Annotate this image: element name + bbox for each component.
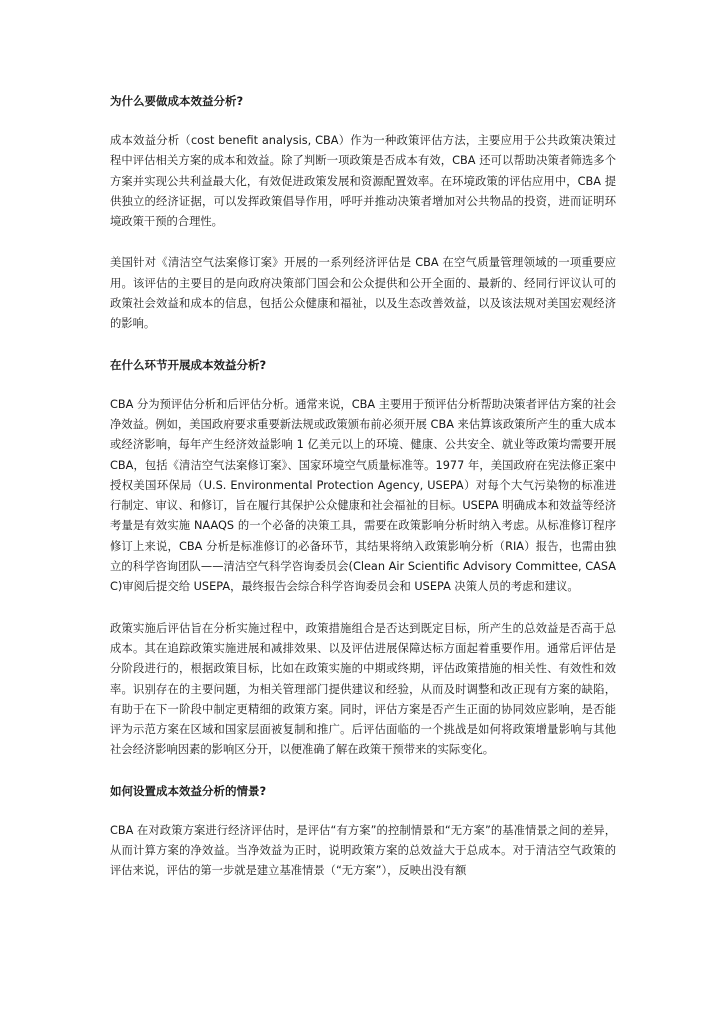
document-page [110,92,616,903]
section-heading-when-cba: 在什么环节开展成本效益分析? [110,357,267,372]
paragraph-cba-definition: 成本效益分析（cost benefit analysis, CBA）作为一种政策评估方法，主要应用于公共政策决策过程中评估相关方案的成本和效益。除了判断一项政策是否成本有效，CBA 还可以帮助决策者筛选多个方案并实现公共利益最大化，有效促进政策发展和资源配置效率。在环境政策的评估应用中，CBA 提供独立的经济证据，可以发挥政策倡导作用，呼吁并推动决策者增加对公共物品的投资，进而证明环境政策干预的合理性。 [110,134,616,229]
section-heading-scenario-setup: 如何设置成本效益分析的情景? [110,783,267,798]
section-heading-why-cba: 为什么要做成本效益分析? [110,94,244,108]
paragraph-pre-evaluation: CBA 分为预评估分析和后评估分析。通常来说，CBA 主要用于预评估分析帮助决策者评估方案的社会净效益。例如，美国政府要求重要新法规或政策颁布前必须开展 CBA 来估算该政策所产生的重大成本或经济影响，每年产生经济效益影响 1 亿美元以上的环境、健康、公共安全、就业等政策均需要开展 CBA，包括《清洁空气法案修订案》、国家环境空气质量标准等。1977 年，美国政府在宪法修正案中授权美国环保局（U.S. Environmental Protection Agency, USEPA）对每个大气污染物的标准进行制定、审议、和修订，旨在履行其保护公众健康和社会福祉的目标。USEPA 明确成本和效益等经济考量是有效实施 NAAQS 的一个必备的决策工具，需要在政策影响分析时纳入考虑。从标准修订程序修订上来说，CBA 分析是标准修订的必备环节，其结果将纳入政策影响分析（RIA）报告，也需由独立的科学咨询团队——清洁空气科学咨询委员会(Clean Air Scientific Advisory Committee, CASAC)审阅后提交给 USEPA，最终报告会综合科学咨询委员会和 USEPA 决策人员的考虑和建议。 [110,397,616,594]
paragraph-scenario-baseline: CBA 在对政策方案进行经济评估时，是评估“有方案”的控制情景和“无方案”的基准情景之间的差异，从而计算方案的净效益。当净效益为正时，说明政策方案的总效益大于总成本。对于清洁空气政策的评估来说，评估的第一步就是建立基准情景（“无方案”），反映出没有额 [110,823,616,878]
paragraph-post-evaluation: 政策实施后评估旨在分析实施过程中，政策措施组合是否达到既定目标，所产生的总效益是否高于总成本。其在追踪政策实施进展和减排效果、以及评估进展保障达标方面起着重要作用。通常后评估是分阶段进行的，根据政策目标，比如在政策实施的中期或终期，评估政策措施的相关性、有效性和效率。识别存在的主要问题，为相关管理部门提供建议和经验，从而及时调整和改正现有方案的缺陷，有助于在下一阶段中制定更精细的政策方案。同时，评估方案是否产生正面的协同效应影响，是否能评为示范方案在区域和国家层面被复制和推广。后评估面临的一个挑战是如何将政策增量影响与其他社会经济影响因素的影响区分开，以便准确了解在政策干预带来的实际变化。 [110,621,616,757]
paragraph-us-caa-evaluation: 美国针对《清洁空气法案修订案》开展的一系列经济评估是 CBA 在空气质量管理领域的一项重要应用。该评估的主要目的是向政府决策部门国会和公众提供和公开全面的、最新的、经同行评议认可的政策社会效益和成本的信息，包括公众健康和福祉，以及生态改善效益，以及该法规对美国宏观经济的影响。 [110,256,616,331]
